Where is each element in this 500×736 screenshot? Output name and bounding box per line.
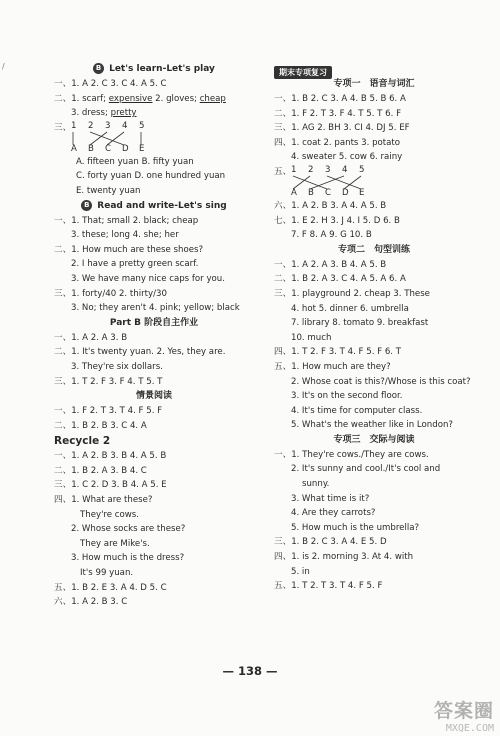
answer-line: 一、1. A 2. A 3. B 4. A 5. B [274,259,387,270]
answer-line: 4. It's time for computer class. [291,405,423,416]
answer-line: 二、1. How much are these shoes? [54,244,204,255]
answer-line: 四、1. coat 2. pants 3. potato [274,137,401,148]
answer-line: 5. What's the weather like in London? [291,420,453,431]
answer-line: 5. in [291,566,310,577]
answer-line: 3. How much is the dress? [71,553,185,564]
review-tag: 期末专项复习 [274,66,332,79]
answer-line: 4. hot 5. dinner 6. umbrella [291,303,409,314]
answer-line: 七、1. E 2. H 3. J 4. I 5. D 6. B [274,215,400,226]
section-heading-special-3: 专项三 交际与阅读 [333,434,415,445]
answer-line: 一、1. They're cows./They are cows. [274,449,429,460]
answer-line: 二、1. It's twenty yuan. 2. Yes, they are. [54,347,226,358]
answer-line: 六、1. A 2. B 3. C [54,597,128,608]
answer-line: 3. They're six dollars. [71,361,163,372]
answer-line: 3. dress; pretty [71,108,137,119]
answer-line: sunny. [302,479,330,490]
edge-mark: / [2,62,5,71]
answer-line: 2. Whose socks are these? [71,524,186,535]
right-column [274,62,474,594]
answer-line: They're cows. [80,509,140,520]
answer-line: 3. these; long 4. she; her [71,230,179,241]
answer-line: 一、1. That; small 2. black; cheap [54,215,199,226]
page-number: — 138 — [222,664,278,678]
answer-line: 三、1. T 2. F 3. F 4. T 5. T [54,376,163,387]
answer-line: 三、1. forty/40 2. thirty/30 [54,288,167,299]
answer-line: 三、1. B 2. C 3. A 4. E 5. D [274,537,387,548]
section-heading-read-write: B Read and write-Let's sing [54,199,254,214]
answer-line: 二、1. B 2. B 3. C 4. A [54,420,147,431]
section-heading-recycle: Recycle 2 [54,435,111,448]
answer-line: 三、1. AG 2. BH 3. CI 4. DJ 5. EF [274,123,410,134]
answer-line: 一、1. A 2. A 3. B [54,332,128,343]
answer-line: 5. How much is the umbrella? [291,522,420,533]
answer-line: They are Mike's. [80,538,150,549]
answer-line: 10. much [291,332,332,343]
answer-line: 7. library 8. tomato 9. breakfast [291,318,429,329]
section-badge: B [81,200,92,211]
section-heading-lets-learn: B Let's learn-Let's play [54,62,254,77]
review-tag-row [274,62,474,77]
answer-line: 五、1. How much are they? [274,361,391,372]
answer-line: 二、1. B 2. A 3. B 4. C [54,465,147,476]
answer-line: 3. We have many nice caps for you. [71,273,225,284]
answer-line: 五、1. T 2. T 3. T 4. F 5. F [274,581,383,592]
answer-line: 四、1. T 2. F 3. T 4. F 5. F 6. T [274,347,402,358]
answer-line: 三、1. C 2. D 3. B 4. A 5. E [54,480,167,491]
section-heading-reading: 情景阅读 [135,391,172,402]
section-badge: B [93,63,104,74]
answer-line: 3. It's on the second floor. [291,391,403,402]
answer-line: 五、1. B 2. E 3. A 4. D 5. C [54,582,167,593]
answer-line: 四、1. is 2. morning 3. At 4. with [274,552,414,563]
left-column [54,62,254,610]
section-heading-part-b: Part B 阶段自主作业 [109,317,199,328]
answer-line: 三、1. playground 2. cheap 3. These [274,288,430,299]
answer-line: 4. sweater 5. cow 6. rainy [291,152,403,163]
answer-line: 2. Whose coat is this?/Whose is this coat? [291,376,471,387]
answer-line: 二、1. F 2. T 3. F 4. T 5. T 6. F [274,108,402,119]
answer-line: 7. F 8. A 9. G 10. B [291,230,372,241]
answer-line: 二、1. scarf; expensive 2. gloves; cheap [54,93,226,104]
answer-line: 4. Are they carrots? [291,508,376,519]
answer-line: 一、1. B 2. C 3. A 4. B 5. B 6. A [274,94,406,104]
answer-line: 2. I have a pretty green scarf. [71,259,199,270]
answer-line: 一、1. F 2. T 3. T 4. F 5. F [54,406,163,417]
section-heading-special-2: 专项二 句型训练 [337,244,410,255]
answer-line: It's 99 yuan. [80,568,134,579]
answer-line: E. twenty yuan [76,185,141,196]
answer-line: 一、1. A 2. B 3. B 4. A 5. B [54,451,167,462]
answer-line: 3. What time is it? [291,493,370,504]
answer-line: 3. No; they aren't 4. pink; yellow; black [71,303,240,314]
answer-line: A. fifteen yuan B. fifty yuan [76,156,194,167]
answer-line: 2. It's sunny and cool./It's cool and [291,464,441,475]
answer-line: 一、1. A 2. C 3. C 4. A 5. C [54,79,167,89]
section-heading-special-1: 专项一 语音与词汇 [333,79,415,89]
matching-diagram: 五、 1 2 3 4 5 A B C D E [274,165,474,199]
matching-diagram: 三、 1 2 3 4 5 A B C D E [54,121,254,155]
answer-line: C. forty yuan D. one hundred yuan [76,171,226,182]
answer-line: 六、1. A 2. B 3. A 4. A 5. B [274,200,387,211]
answer-line: 二、1. B 2. A 3. C 4. A 5. A 6. A [274,274,406,285]
answer-line: 四、1. What are these? [54,495,153,506]
watermark-logo: 答案圈 MXQE.COM [433,700,494,734]
